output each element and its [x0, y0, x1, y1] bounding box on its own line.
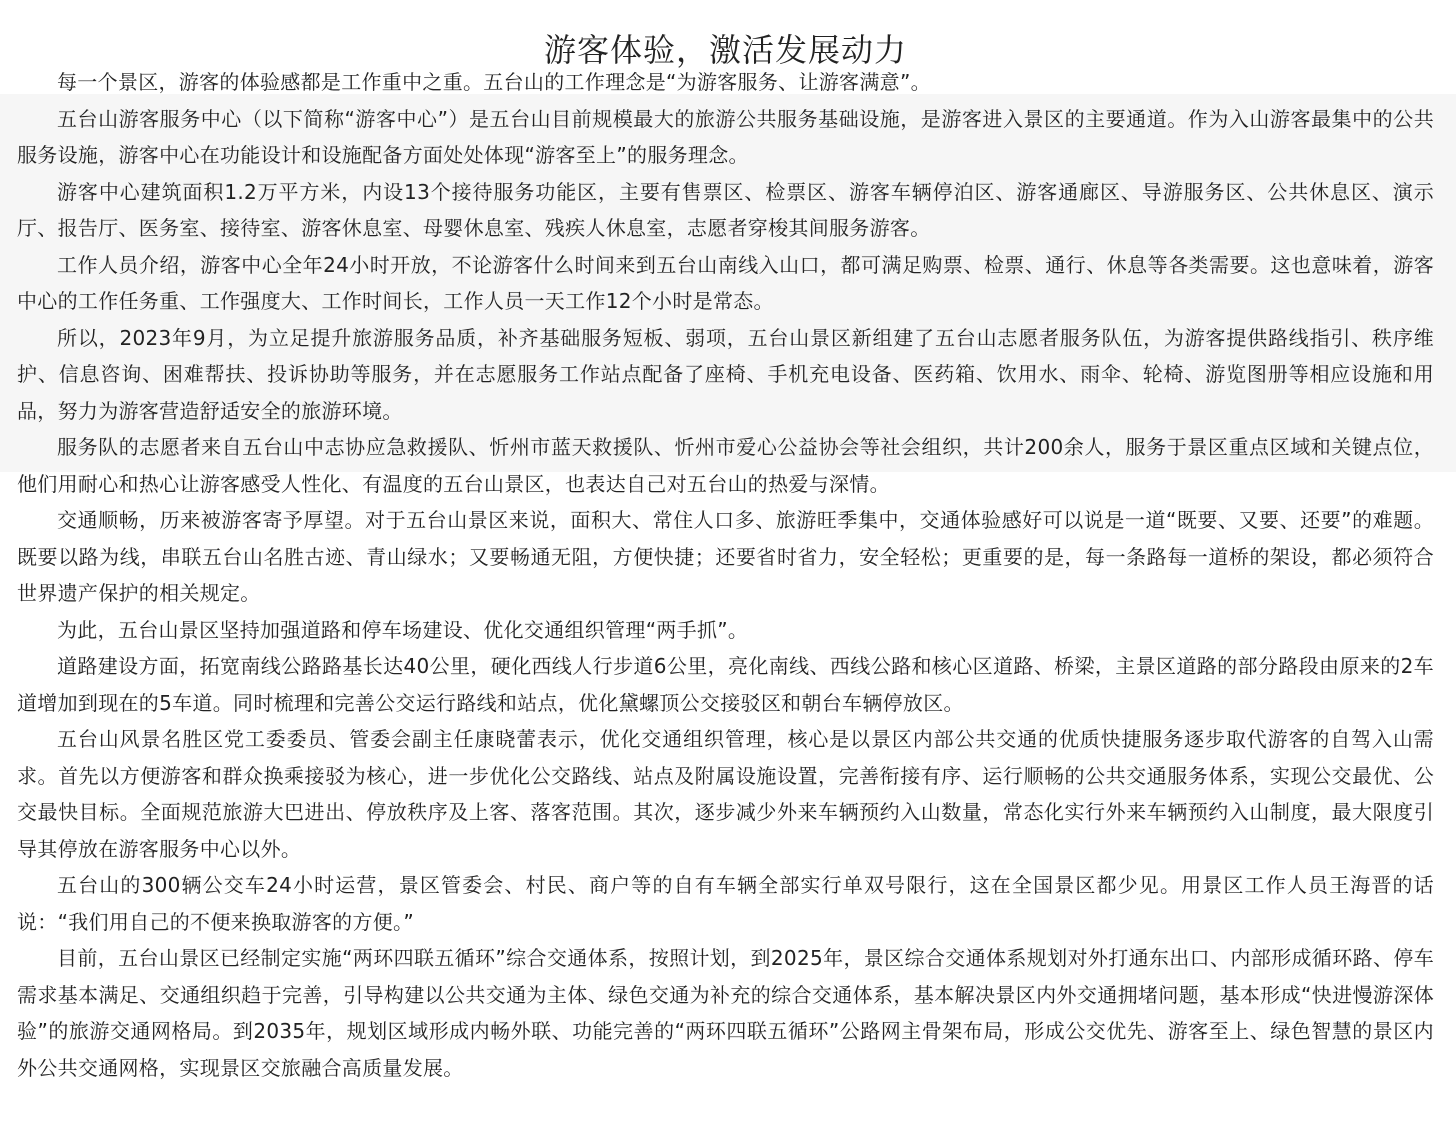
paragraph-1: 每一个景区，游客的体验感都是工作重中之重。五台山的工作理念是“为游客服务、让游客满意”。 — [57, 70, 931, 94]
paragraph-5: 所以，2023年9月，为立足提升旅游服务品质，补齐基础服务短板、弱项，五台山景区新组建了五台山志愿者服务队伍，为游客提供路线指引、秩序维护、信息咨询、困难帮扶、投诉协助等服务，并在志愿服务工作站点配备了座椅、手机充电设备、医药箱、饮用水、雨伞、轮椅、游览图册等相应设施和用品，努力为游客营造舒适安全的旅游环境。 — [17, 325, 1434, 423]
paragraph-3: 游客中心建筑面积1.2万平方米，内设13个接待服务功能区，主要有售票区、检票区、游客车辆停泊区、游客通廊区、导游服务区、公共休息区、演示厅、报告厅、医务室、接待室、游客休息室、母婴休息室、残疾人休息室，志愿者穿梭其间服务游客。 — [17, 179, 1434, 240]
paragraph-11: 五台山的300辆公交车24小时运营，景区管委会、村民、商户等的自有车辆全部实行单双号限行，这在全国景区都少见。用景区工作人员王海晋的话说：“我们用自己的不便来换取游客的方便。” — [17, 873, 1434, 934]
paragraph-9: 道路建设方面，拓宽南线公路路基长达40公里，硬化西线人行步道6公里，亮化南线、西线公路和核心区道路、桥梁，主景区道路的部分路段由原来的2车道增加到现在的5车道。同时梳理和完善公交运行路线和站点，优化黛螺顶公交接驳区和朝台车辆停放区。 — [17, 654, 1434, 715]
paragraph-4: 工作人员介绍，游客中心全年24小时开放，不论游客什么时间来到五台山南线入山口，都可满足购票、检票、通行、休息等各类需要。这也意味着，游客中心的工作任务重、工作强度大、工作时间长，工作人员一天工作12个小时是常态。 — [17, 252, 1434, 313]
paragraph-7: 交通顺畅，历来被游客寄予厚望。对于五台山景区来说，面积大、常住人口多、旅游旺季集中，交通体验感好可以说是一道“既要、又要、还要”的难题。既要以路为线，串联五台山名胜古迹、青山绿水；又要畅通无阻，方便快捷；还要省时省力，安全轻松；更重要的是，每一条路每一道桥的架设，都必须符合世界遗产保护的相关规定。 — [17, 508, 1434, 605]
paragraph-8: 为此，五台山景区坚持加强道路和停车场建设、优化交通组织管理“两手抓”。 — [57, 617, 749, 642]
paragraph-12: 目前，五台山景区已经制定实施“两环四联五循环”综合交通体系，按照计划，到2025年，景区综合交通体系规划对外打通东出口、内部形成循环路、停车需求基本满足、交通组织趋于完善，引导构建以公共交通为主体、绿色交通为补充的综合交通体系，基本解决景区内外交通拥堵问题，基本形成“快进慢游深体验”的旅游交通网格局。到2035年，规划区域形成内畅外联、功能完善的“两环四联五循环”公路网主骨架布局，形成公交优先、游客至上、绿色智慧的景区内外公共交通网格，实现景区交旅融合高质量发展。 — [17, 946, 1434, 1080]
paragraph-6: 服务队的志愿者来自五台山中志协应急救援队、忻州市蓝天救援队、忻州市爱心公益协会等社会组织，共计200余人，服务于景区重点区域和关键点位，他们用耐心和热心让游客感受人性化、有温度的五台山景区，也表达自己对五台山的热爱与深情。 — [17, 435, 1434, 496]
article-title: 游客体验，激活发展动力 — [543, 31, 907, 69]
paragraph-10: 五台山风景名胜区党工委委员、管委会副主任康晓蕾表示，优化交通组织管理，核心是以景区内部公共交通的优质快捷服务逐步取代游客的自驾入山需求。首先以方便游客和群众换乘接驳为核心，进一步优化公交路线、站点及附属设施设置，完善衔接有序、运行顺畅的公共交通服务体系，实现公交最优、公交最快目标。全面规范旅游大巴进出、停放秩序及上客、落客范围。其次，逐步减少外来车辆预约入山数量，常态化实行外来车辆预约入山制度，最大限度引导其停放在游客服务中心以外。 — [17, 727, 1434, 861]
paragraph-2: 五台山游客服务中心（以下简称“游客中心”）是五台山目前规模最大的旅游公共服务基础设施，是游客进入景区的主要通道。作为入山游客最集中的公共服务设施，游客中心在功能设计和设施配备方面处处体现“游客至上”的服务理念。 — [17, 106, 1434, 167]
